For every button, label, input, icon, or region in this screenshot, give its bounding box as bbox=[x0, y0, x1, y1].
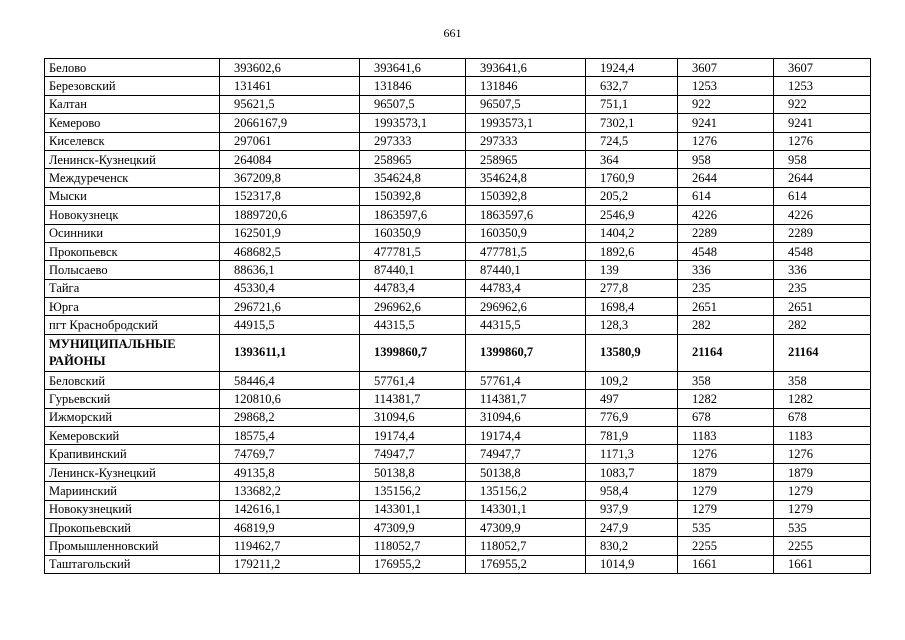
table-cell-name: пгт Краснобродский bbox=[45, 316, 220, 334]
table-cell-value: 1760,9 bbox=[586, 169, 678, 187]
table-cell-value: 120810,6 bbox=[220, 390, 360, 408]
table-cell-name: Промышленновский bbox=[45, 537, 220, 555]
table-cell-value: 133682,2 bbox=[220, 482, 360, 500]
table-cell-name: Беловский bbox=[45, 371, 220, 389]
table-row bbox=[45, 279, 871, 297]
table-cell-name: Ижморский bbox=[45, 408, 220, 426]
table-cell-value: 135156,2 bbox=[360, 482, 466, 500]
table-cell-value: 119462,7 bbox=[220, 537, 360, 555]
table-cell-value: 282 bbox=[774, 316, 871, 334]
table-cell-value: 367209,8 bbox=[220, 169, 360, 187]
table-row bbox=[45, 463, 871, 481]
table-cell-value: 143301,1 bbox=[360, 500, 466, 518]
table-cell-value: 468682,5 bbox=[220, 242, 360, 260]
table-cell-value: 152317,8 bbox=[220, 187, 360, 205]
table-cell-value: 751,1 bbox=[586, 95, 678, 113]
table-cell-name: МУНИЦИПАЛЬНЫЕ РАЙОНЫ bbox=[45, 334, 220, 371]
table-cell-value: 1993573,1 bbox=[360, 114, 466, 132]
table-cell-value: 1661 bbox=[774, 555, 871, 573]
table-cell-value: 1276 bbox=[774, 445, 871, 463]
table-cell-value: 922 bbox=[678, 95, 774, 113]
table-cell-value: 724,5 bbox=[586, 132, 678, 150]
table-cell-value: 19174,4 bbox=[360, 427, 466, 445]
table-cell-value: 364 bbox=[586, 150, 678, 168]
table-cell-value: 176955,2 bbox=[466, 555, 586, 573]
table-cell-value: 958,4 bbox=[586, 482, 678, 500]
table-cell-value: 49135,8 bbox=[220, 463, 360, 481]
table-cell-value: 44315,5 bbox=[466, 316, 586, 334]
table-cell-value: 21164 bbox=[774, 334, 871, 371]
table-cell-name: Ленинск-Кузнецкий bbox=[45, 463, 220, 481]
table-cell-value: 1863597,6 bbox=[360, 206, 466, 224]
table-cell-value: 282 bbox=[678, 316, 774, 334]
table-cell-value: 1279 bbox=[678, 482, 774, 500]
table-cell-value: 3607 bbox=[678, 59, 774, 77]
table-cell-value: 131846 bbox=[360, 77, 466, 95]
table-cell-value: 2066167,9 bbox=[220, 114, 360, 132]
table-cell-value: 1698,4 bbox=[586, 298, 678, 316]
table-cell-value: 2289 bbox=[774, 224, 871, 242]
table-cell-value: 1879 bbox=[774, 463, 871, 481]
table-cell-value: 296721,6 bbox=[220, 298, 360, 316]
table-cell-name: Юрга bbox=[45, 298, 220, 316]
table-cell-value: 176955,2 bbox=[360, 555, 466, 573]
table-row bbox=[45, 445, 871, 463]
table-cell-value: 1014,9 bbox=[586, 555, 678, 573]
table-row bbox=[45, 77, 871, 95]
table-row bbox=[45, 316, 871, 334]
table-cell-value: 47309,9 bbox=[466, 518, 586, 536]
table-cell-name: Киселевск bbox=[45, 132, 220, 150]
table-cell-value: 336 bbox=[774, 261, 871, 279]
table-cell-value: 277,8 bbox=[586, 279, 678, 297]
table-row bbox=[45, 206, 871, 224]
table-cell-value: 88636,1 bbox=[220, 261, 360, 279]
table-cell-value: 50138,8 bbox=[466, 463, 586, 481]
table-cell-value: 477781,5 bbox=[466, 242, 586, 260]
table-cell-value: 354624,8 bbox=[360, 169, 466, 187]
table-cell-value: 205,2 bbox=[586, 187, 678, 205]
table-cell-value: 2546,9 bbox=[586, 206, 678, 224]
table-cell-value: 131461 bbox=[220, 77, 360, 95]
table-cell-name: Новокузнецкий bbox=[45, 500, 220, 518]
table-cell-value: 96507,5 bbox=[466, 95, 586, 113]
table-cell-value: 830,2 bbox=[586, 537, 678, 555]
table-cell-value: 160350,9 bbox=[360, 224, 466, 242]
table-row bbox=[45, 150, 871, 168]
table-row bbox=[45, 408, 871, 426]
table-cell-value: 2651 bbox=[774, 298, 871, 316]
table-cell-value: 131846 bbox=[466, 77, 586, 95]
table-cell-name: Ленинск-Кузнецкий bbox=[45, 150, 220, 168]
table-cell-value: 247,9 bbox=[586, 518, 678, 536]
table-cell-value: 57761,4 bbox=[466, 371, 586, 389]
table-cell-value: 57761,4 bbox=[360, 371, 466, 389]
table-row bbox=[45, 482, 871, 500]
table-cell-value: 1276 bbox=[774, 132, 871, 150]
table-cell-name: Мариинский bbox=[45, 482, 220, 500]
table-row bbox=[45, 59, 871, 77]
table-cell-value: 1993573,1 bbox=[466, 114, 586, 132]
table-cell-value: 296962,6 bbox=[360, 298, 466, 316]
table-cell-value: 393641,6 bbox=[360, 59, 466, 77]
table-cell-value: 1404,2 bbox=[586, 224, 678, 242]
table-cell-value: 31094,6 bbox=[360, 408, 466, 426]
table-cell-value: 58446,4 bbox=[220, 371, 360, 389]
table-cell-value: 87440,1 bbox=[360, 261, 466, 279]
table-row bbox=[45, 390, 871, 408]
table-cell-value: 497 bbox=[586, 390, 678, 408]
table-cell-value: 3607 bbox=[774, 59, 871, 77]
table-cell-value: 297333 bbox=[466, 132, 586, 150]
table-row bbox=[45, 224, 871, 242]
table-cell-value: 179211,2 bbox=[220, 555, 360, 573]
table-cell-value: 1661 bbox=[678, 555, 774, 573]
table-cell-name: Гурьевский bbox=[45, 390, 220, 408]
table-cell-value: 393602,6 bbox=[220, 59, 360, 77]
table-cell-value: 1924,4 bbox=[586, 59, 678, 77]
table-cell-value: 114381,7 bbox=[466, 390, 586, 408]
table-cell-value: 1279 bbox=[774, 482, 871, 500]
table-cell-value: 1253 bbox=[774, 77, 871, 95]
table-cell-value: 336 bbox=[678, 261, 774, 279]
table-cell-value: 2644 bbox=[678, 169, 774, 187]
table-cell-value: 128,3 bbox=[586, 316, 678, 334]
table-cell-value: 958 bbox=[774, 150, 871, 168]
table-cell-value: 44915,5 bbox=[220, 316, 360, 334]
table-cell-value: 74947,7 bbox=[360, 445, 466, 463]
table-cell-value: 1399860,7 bbox=[466, 334, 586, 371]
table-cell-value: 235 bbox=[774, 279, 871, 297]
table-cell-value: 50138,8 bbox=[360, 463, 466, 481]
table-cell-value: 632,7 bbox=[586, 77, 678, 95]
table-row bbox=[45, 298, 871, 316]
table-cell-name: Осинники bbox=[45, 224, 220, 242]
table-row bbox=[45, 371, 871, 389]
table-cell-name: Тайга bbox=[45, 279, 220, 297]
table-cell-value: 393641,6 bbox=[466, 59, 586, 77]
table-cell-value: 1399860,7 bbox=[360, 334, 466, 371]
table-cell-value: 1282 bbox=[774, 390, 871, 408]
data-table bbox=[44, 58, 871, 574]
table-cell-value: 135156,2 bbox=[466, 482, 586, 500]
table-cell-value: 160350,9 bbox=[466, 224, 586, 242]
table-cell-value: 2289 bbox=[678, 224, 774, 242]
table-cell-value: 21164 bbox=[678, 334, 774, 371]
table-cell-value: 4548 bbox=[678, 242, 774, 260]
table-cell-name: Прокопьевск bbox=[45, 242, 220, 260]
table-cell-value: 614 bbox=[774, 187, 871, 205]
table-cell-value: 1889720,6 bbox=[220, 206, 360, 224]
table-row bbox=[45, 187, 871, 205]
table-cell-value: 46819,9 bbox=[220, 518, 360, 536]
table-cell-name: Таштагольский bbox=[45, 555, 220, 573]
table-cell-value: 614 bbox=[678, 187, 774, 205]
table-cell-value: 2255 bbox=[774, 537, 871, 555]
table-cell-value: 1863597,6 bbox=[466, 206, 586, 224]
table-cell-name: Кемерово bbox=[45, 114, 220, 132]
table-cell-value: 18575,4 bbox=[220, 427, 360, 445]
table-cell-name: Калтан bbox=[45, 95, 220, 113]
table-cell-value: 1276 bbox=[678, 132, 774, 150]
table-cell-value: 1276 bbox=[678, 445, 774, 463]
table-cell-value: 114381,7 bbox=[360, 390, 466, 408]
table-cell-value: 9241 bbox=[774, 114, 871, 132]
table-cell-value: 678 bbox=[774, 408, 871, 426]
table-cell-name: Полысаево bbox=[45, 261, 220, 279]
table-cell-value: 781,9 bbox=[586, 427, 678, 445]
table-cell-value: 13580,9 bbox=[586, 334, 678, 371]
table-cell-value: 2651 bbox=[678, 298, 774, 316]
table-cell-value: 776,9 bbox=[586, 408, 678, 426]
table-cell-value: 95621,5 bbox=[220, 95, 360, 113]
table-cell-value: 1083,7 bbox=[586, 463, 678, 481]
table-cell-name: Крапивинский bbox=[45, 445, 220, 463]
table-row bbox=[45, 518, 871, 536]
table-row bbox=[45, 132, 871, 150]
table-cell-value: 958 bbox=[678, 150, 774, 168]
table-cell-value: 1171,3 bbox=[586, 445, 678, 463]
table-cell-value: 297061 bbox=[220, 132, 360, 150]
table-cell-value: 74769,7 bbox=[220, 445, 360, 463]
table-cell-value: 354624,8 bbox=[466, 169, 586, 187]
table-cell-value: 1892,6 bbox=[586, 242, 678, 260]
table-cell-name: Междуреченск bbox=[45, 169, 220, 187]
table-cell-value: 297333 bbox=[360, 132, 466, 150]
table-cell-value: 2644 bbox=[774, 169, 871, 187]
table-cell-value: 1183 bbox=[678, 427, 774, 445]
table-cell-value: 44783,4 bbox=[360, 279, 466, 297]
table-cell-value: 1183 bbox=[774, 427, 871, 445]
table-cell-value: 358 bbox=[678, 371, 774, 389]
table-cell-value: 922 bbox=[774, 95, 871, 113]
table-row bbox=[45, 169, 871, 187]
table-cell-value: 678 bbox=[678, 408, 774, 426]
table-row bbox=[45, 537, 871, 555]
table-row bbox=[45, 500, 871, 518]
table-cell-value: 96507,5 bbox=[360, 95, 466, 113]
table-cell-value: 31094,6 bbox=[466, 408, 586, 426]
table-cell-name: Новокузнецк bbox=[45, 206, 220, 224]
table-cell-value: 87440,1 bbox=[466, 261, 586, 279]
table-row-subtotal bbox=[45, 334, 871, 371]
table-cell-name: Белово bbox=[45, 59, 220, 77]
table-cell-value: 109,2 bbox=[586, 371, 678, 389]
table-cell-value: 4548 bbox=[774, 242, 871, 260]
table-cell-value: 150392,8 bbox=[360, 187, 466, 205]
table-cell-value: 29868,2 bbox=[220, 408, 360, 426]
table-cell-value: 118052,7 bbox=[466, 537, 586, 555]
page-number: 661 bbox=[443, 26, 462, 40]
table-cell-value: 74947,7 bbox=[466, 445, 586, 463]
table-cell-value: 1253 bbox=[678, 77, 774, 95]
table-cell-value: 9241 bbox=[678, 114, 774, 132]
table-cell-value: 535 bbox=[774, 518, 871, 536]
table-cell-value: 7302,1 bbox=[586, 114, 678, 132]
table-cell-name: Кемеровский bbox=[45, 427, 220, 445]
table-row bbox=[45, 555, 871, 573]
table-cell-value: 143301,1 bbox=[466, 500, 586, 518]
table-cell-value: 118052,7 bbox=[360, 537, 466, 555]
table-row bbox=[45, 261, 871, 279]
table-cell-value: 1279 bbox=[678, 500, 774, 518]
table-cell-value: 1393611,1 bbox=[220, 334, 360, 371]
table-cell-value: 150392,8 bbox=[466, 187, 586, 205]
table-cell-name: Мыски bbox=[45, 187, 220, 205]
table-row bbox=[45, 242, 871, 260]
table-cell-value: 358 bbox=[774, 371, 871, 389]
table-cell-value: 235 bbox=[678, 279, 774, 297]
table-cell-value: 45330,4 bbox=[220, 279, 360, 297]
table-cell-value: 47309,9 bbox=[360, 518, 466, 536]
table-cell-value: 1879 bbox=[678, 463, 774, 481]
table-cell-value: 19174,4 bbox=[466, 427, 586, 445]
table-cell-value: 258965 bbox=[466, 150, 586, 168]
table-cell-value: 4226 bbox=[774, 206, 871, 224]
table-cell-value: 44315,5 bbox=[360, 316, 466, 334]
table-cell-value: 139 bbox=[586, 261, 678, 279]
table-cell-value: 142616,1 bbox=[220, 500, 360, 518]
table-cell-name: Березовский bbox=[45, 77, 220, 95]
table-cell-name: Прокопьевский bbox=[45, 518, 220, 536]
table-cell-value: 162501,9 bbox=[220, 224, 360, 242]
table-row bbox=[45, 427, 871, 445]
table-cell-value: 1282 bbox=[678, 390, 774, 408]
table-cell-value: 937,9 bbox=[586, 500, 678, 518]
table-cell-value: 477781,5 bbox=[360, 242, 466, 260]
table-cell-value: 1279 bbox=[774, 500, 871, 518]
table-cell-value: 535 bbox=[678, 518, 774, 536]
table-cell-value: 44783,4 bbox=[466, 279, 586, 297]
table-cell-value: 4226 bbox=[678, 206, 774, 224]
table-cell-value: 264084 bbox=[220, 150, 360, 168]
table-cell-value: 258965 bbox=[360, 150, 466, 168]
table-cell-value: 2255 bbox=[678, 537, 774, 555]
table-row bbox=[45, 95, 871, 113]
table-body bbox=[45, 59, 871, 574]
table-cell-value: 296962,6 bbox=[466, 298, 586, 316]
table-row bbox=[45, 114, 871, 132]
